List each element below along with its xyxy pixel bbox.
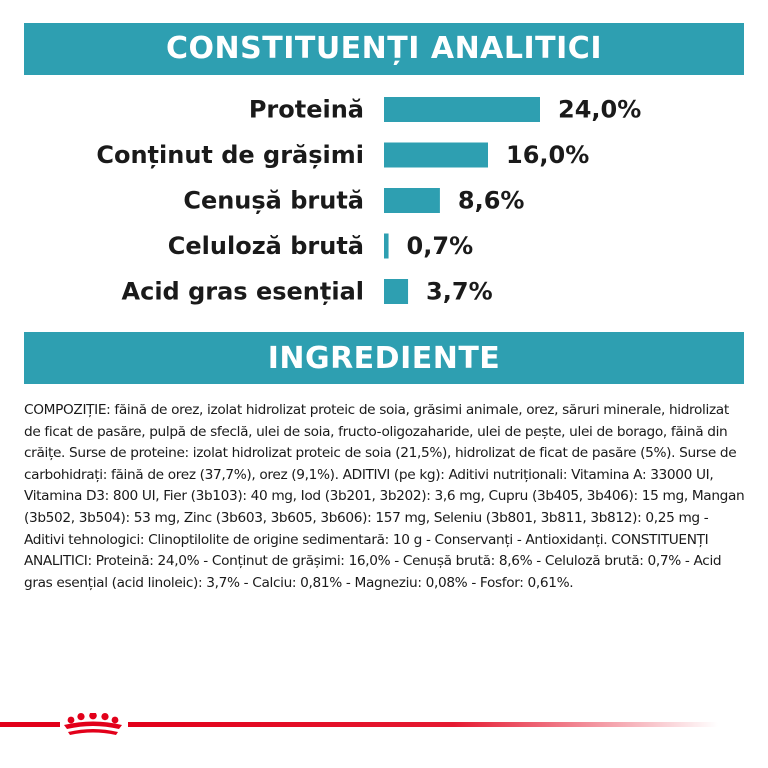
bar-celuloza-bruta [384,234,389,259]
category-label-celuloza-bruta: Celuloză brută [167,232,364,260]
category-label-acid-gras-esential: Acid gras esențial [121,277,364,305]
category-label-proteina: Proteină [248,95,364,124]
value-label-celuloza-bruta: 0,7% [406,232,474,260]
bar-proteina [384,97,540,122]
footer-brand-band [0,713,768,737]
category-label-cenusa-bruta: Cenușă brută [183,186,364,215]
analytic-constituents-header: CONSTITUENȚI ANALITICI [24,23,744,75]
value-label-acid-gras-esential: 3,7% [426,277,493,305]
value-label-cenusa-bruta: 8,6% [457,186,525,215]
bar-continut-de-grasimi [384,143,488,168]
nutrient-bar-chart [0,85,768,305]
footer-line-left [0,722,60,727]
ingredients-composition-text: COMPOZIȚIE: făină de orez, izolat hidrolizat proteic de soia, grăsimi animale, orez, săruri minerale, hidrolizat de ficat de pasăre, pulpă de sfeclă, ulei de soia, fructo-oligozaharide, ulei de pește, ulei de borago, făină din crăițe. Surse de proteine: izolat hidrolizat proteic de soia (21,5%), hidrolizat de ficat de pasăre (5%). Surse de carbohidrați: făină de orez (37,7%), orez (9,1%). ADITIVI (pe kg): Aditivi nutriționali: Vitamina A: 33000 UI, Vitamina D3: 800 UI, Fier (3b103): 40 mg, Iod (3b201, 3b202): 3,6 mg, Cupru (3b405, 3b406): 15 mg, Mangan (3b502, 3b504): 53 mg, Zinc (3b603, 3b605, 3b606): 157 mg, Seleniu (3b801, 3b811, 3b812): 0,25 mg - Aditivi tehnologici: Clinoptilolite de origine sedimentară: 10 g - Conservanți - Antioxidanți. CONSTITUENȚI ANALITICI: Proteină: 24,0% - Conținut de grășimi: 16,0% - Cenușă brută: 8,6% - Celuloză brută: 0,7% - Acid gras esențial (acid linoleic): 3,7% - Calciu: 0,81% - Magneziu: 0,08% - Fosfor: 0,61%. [24,402,745,591]
bar-cenusa-bruta [384,188,440,213]
category-label-continut-de-grasimi: Conținut de grășimi [96,141,364,169]
value-label-continut-de-grasimi: 16,0% [506,141,590,169]
ingredients-header: INGREDIENTE [24,332,744,384]
royal-canin-crown-icon [64,713,122,735]
footer-line-right [128,722,718,727]
value-label-proteina: 24,0% [558,95,642,124]
bar-acid-gras-esential [384,279,408,304]
